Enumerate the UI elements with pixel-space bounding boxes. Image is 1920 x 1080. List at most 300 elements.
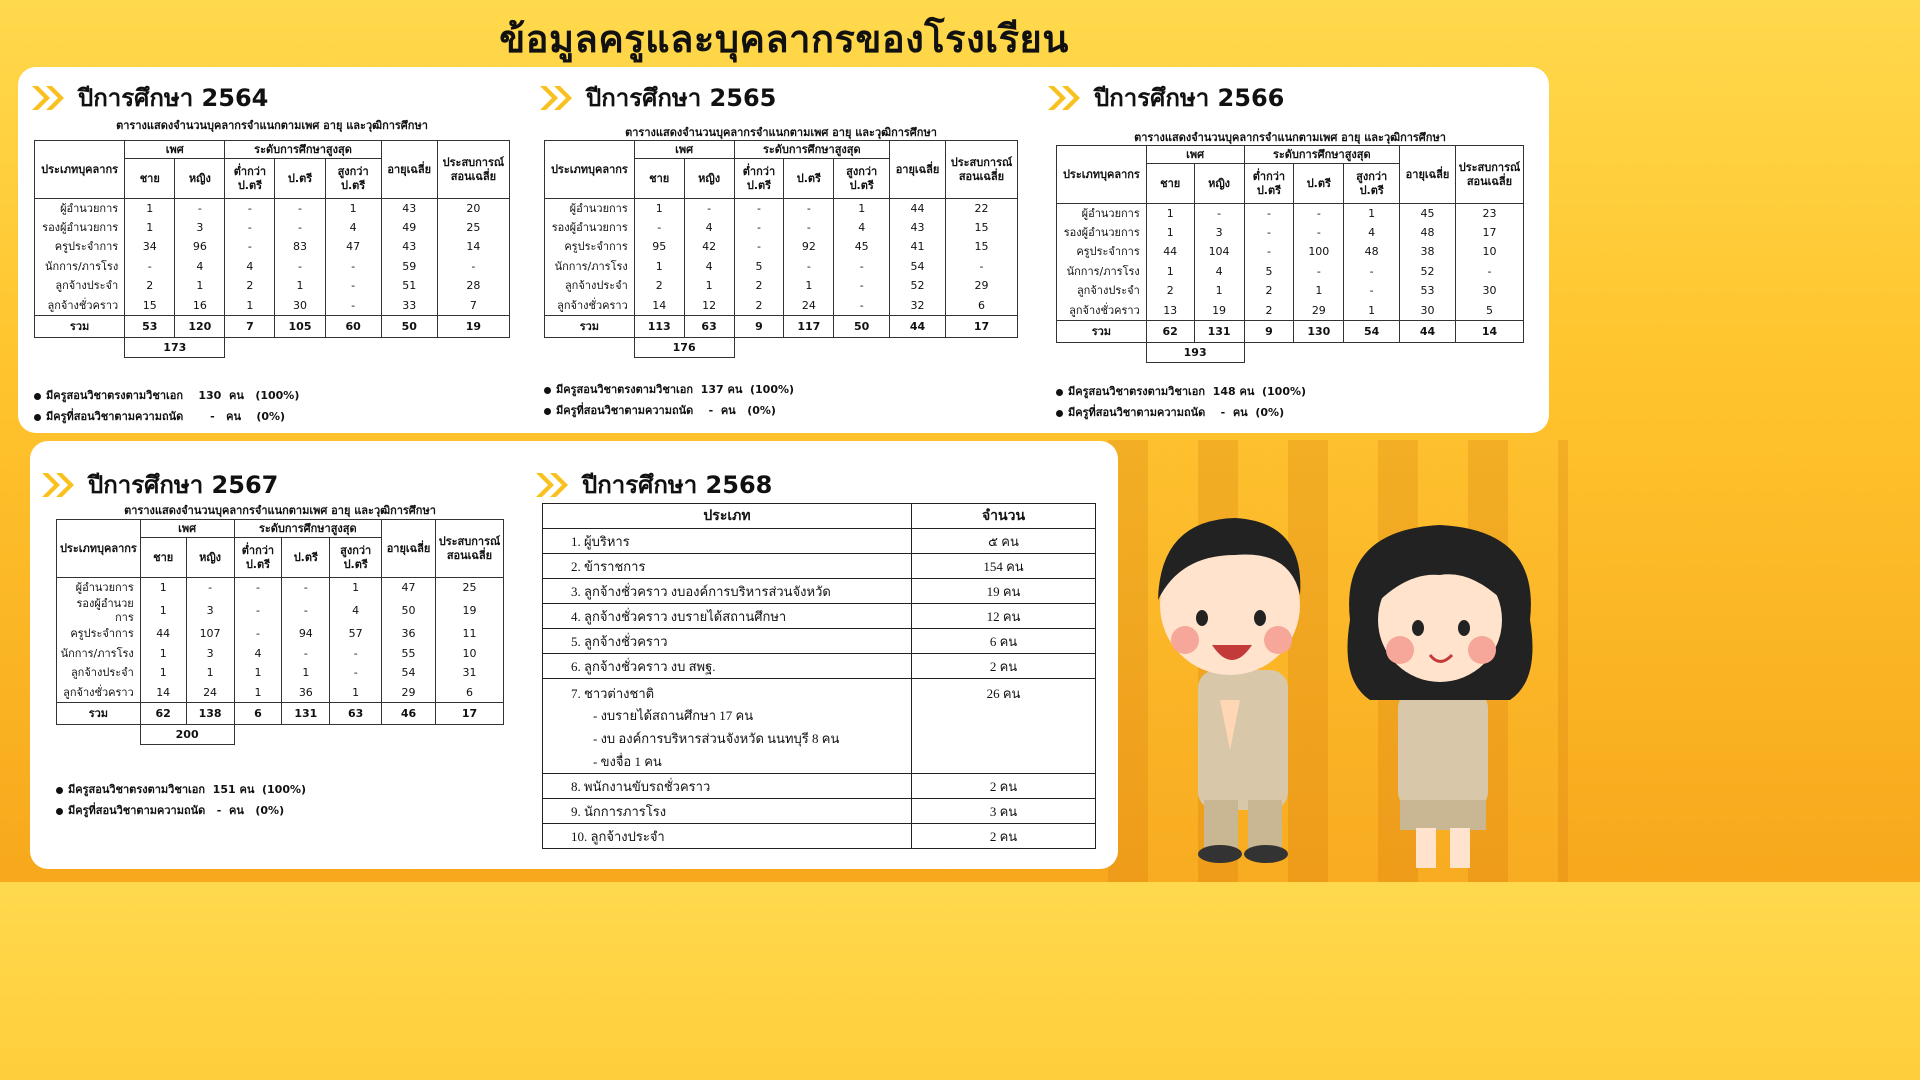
total-bachelor: 117 [784, 316, 834, 338]
cell-female: 4 [684, 218, 734, 238]
list-item [543, 529, 1096, 554]
cell-bachelor: - [282, 597, 330, 625]
header-cell: ประสบการณ์ สอนเฉลี่ย [945, 141, 1017, 199]
cell-male: 1 [1146, 204, 1194, 224]
item-label: 1. ผู้บริหาร [543, 529, 912, 554]
cell-male: 1 [140, 597, 186, 625]
table-row [545, 277, 1018, 297]
cell-age: 38 [1400, 243, 1456, 263]
cell-male: 2 [1146, 282, 1194, 302]
cell-exp: 22 [945, 199, 1017, 219]
item-count: 2 คน [912, 654, 1096, 679]
total-male: 53 [125, 316, 175, 338]
item-label: 9. นักการภารโรง [543, 799, 912, 824]
cell-exp: 30 [1455, 282, 1523, 302]
row-label: นักการ/ภารโรง [1057, 262, 1147, 282]
table-caption: ตารางแสดงจำนวนบุคลากรจำแนกตามเพศ อายุ และวุฒิการศึกษา [625, 126, 937, 139]
cell-exp: 25 [437, 218, 509, 238]
cell-female: - [175, 199, 225, 219]
cell-bachelor: 1 [1294, 282, 1344, 302]
header-cell: ป.ตรี [275, 159, 325, 199]
item-label: 6. ลูกจ้างชั่วคราว งบ สพฐ. [543, 654, 912, 679]
cell-above: - [834, 257, 890, 277]
cell-male: 1 [1146, 262, 1194, 282]
table-row [35, 277, 510, 297]
cell-below: 4 [225, 257, 275, 277]
cell-exp: 29 [945, 277, 1017, 297]
cell-below: 5 [1244, 262, 1294, 282]
list-item [543, 554, 1096, 579]
header-cell: ชาย [140, 538, 186, 578]
cell-female: 3 [1194, 223, 1244, 243]
total-bachelor: 131 [282, 703, 330, 725]
header-cell: หญิง [175, 159, 225, 199]
year-heading-2568: ปีการศึกษา 2568 [534, 465, 772, 504]
cell-male: 1 [1146, 223, 1194, 243]
cell-above: 45 [834, 238, 890, 258]
total-label: รวม [57, 703, 141, 725]
cell-bachelor: 36 [282, 683, 330, 703]
cell-above: 1 [1344, 204, 1400, 224]
row-label: ลูกจ้างชั่วคราว [35, 296, 125, 316]
cell-below: 2 [734, 296, 784, 316]
grand-total: 200 [140, 725, 234, 745]
item-count: 154 คน [912, 554, 1096, 579]
cell-female: 1 [186, 664, 234, 684]
year-heading-0 [30, 78, 268, 117]
cell-female: 3 [186, 644, 234, 664]
header-cell: ระดับการศึกษาสูงสุด [234, 520, 382, 538]
total-bachelor: 105 [275, 316, 325, 338]
row-label: ครูประจำการ [1057, 243, 1147, 263]
table-row [1057, 282, 1524, 302]
header-cell: ป.ตรี [282, 538, 330, 578]
page-title: ข้อมูลครูและบุคลากรของโรงเรียน [499, 17, 1069, 61]
cell-female: 4 [1194, 262, 1244, 282]
cell-below: - [234, 597, 282, 625]
cell-above: 4 [330, 597, 382, 625]
header-cell: สูงกว่า ป.ตรี [834, 159, 890, 199]
cell-exp: 31 [435, 664, 503, 684]
header-cell: ป.ตรี [784, 159, 834, 199]
cell-bachelor: - [282, 578, 330, 598]
cell-age: 29 [382, 683, 436, 703]
cell-below: - [1244, 223, 1294, 243]
cell-exp: 25 [435, 578, 503, 598]
list-item [543, 679, 1096, 774]
cell-above: 4 [834, 218, 890, 238]
table-caption: ตารางแสดงจำนวนบุคลากรจำแนกตามเพศ อายุ และวุฒิการศึกษา [116, 119, 428, 132]
row-label: ลูกจ้างชั่วคราว [1057, 301, 1147, 321]
cell-below: 1 [234, 683, 282, 703]
cell-age: 43 [890, 218, 946, 238]
row-label: ครูประจำการ [57, 625, 141, 645]
table-row [1057, 262, 1524, 282]
header-cell: ประสบการณ์ สอนเฉลี่ย [435, 520, 503, 578]
cell-age: 59 [381, 257, 437, 277]
total-label: รวม [1057, 321, 1147, 343]
total-row [545, 316, 1018, 338]
cell-exp: 14 [437, 238, 509, 258]
note-aptitude: มีครูที่สอนวิชาตามความถนัด - คน (0%) [34, 406, 299, 427]
cell-bachelor: - [275, 199, 325, 219]
row-label: ลูกจ้างประจำ [35, 277, 125, 297]
header-cell: เพศ [125, 141, 225, 159]
cell-below: 1 [225, 296, 275, 316]
row-label: นักการ/ภารโรง [545, 257, 635, 277]
cell-exp: 28 [437, 277, 509, 297]
header-cell: หญิง [684, 159, 734, 199]
row-label: ผู้อำนวยการ [545, 199, 635, 219]
total-row [1057, 321, 1524, 343]
cell-above: 57 [330, 625, 382, 645]
table-row [35, 257, 510, 277]
header-cell: ต่ำกว่า ป.ตรี [234, 538, 282, 578]
table-row [35, 199, 510, 219]
total-above: 50 [834, 316, 890, 338]
cell-above: 1 [1344, 301, 1400, 321]
cell-exp: 17 [1455, 223, 1523, 243]
cell-bachelor: - [784, 257, 834, 277]
cell-bachelor: - [784, 218, 834, 238]
item-count: 19 คน [912, 579, 1096, 604]
cell-female: 107 [186, 625, 234, 645]
chevron-double-icon [30, 84, 70, 112]
table-row [1057, 223, 1524, 243]
cell-above: 1 [330, 578, 382, 598]
table-row [545, 199, 1018, 219]
cell-below: - [234, 578, 282, 598]
cell-female: 96 [175, 238, 225, 258]
cell-below: 2 [1244, 282, 1294, 302]
header-cell: ประเภทบุคลากร [1057, 146, 1147, 204]
cell-below: - [234, 625, 282, 645]
cell-above: 4 [325, 218, 381, 238]
cell-below: - [225, 238, 275, 258]
table-caption: ตารางแสดงจำนวนบุคลากรจำแนกตามเพศ อายุ และวุฒิการศึกษา [1134, 131, 1446, 144]
cell-above: - [834, 296, 890, 316]
cell-male: 44 [1146, 243, 1194, 263]
header-cell: ระดับการศึกษาสูงสุด [1244, 146, 1400, 164]
cell-bachelor: 1 [784, 277, 834, 297]
cell-bachelor: 92 [784, 238, 834, 258]
table-row [35, 238, 510, 258]
header-cell: สูงกว่า ป.ตรี [325, 159, 381, 199]
row-label: ลูกจ้างชั่วคราว [545, 296, 635, 316]
cell-exp: 6 [435, 683, 503, 703]
cell-exp: - [1455, 262, 1523, 282]
row-label: ลูกจ้างชั่วคราว [57, 683, 141, 703]
total-male: 62 [1146, 321, 1194, 343]
item-label: 7. ชาวต่างชาติ - งบรายได้สถานศึกษา 17 คน - งบ องค์การบริหารส่วนจังหวัด นนทบุรี 8 คน - ขงจื่อ 1 คน [543, 679, 912, 774]
table-row [35, 218, 510, 238]
item-label: 3. ลูกจ้างชั่วคราว งบองค์การบริหารส่วนจังหวัด [543, 579, 912, 604]
cell-below: - [225, 199, 275, 219]
cell-male: 1 [125, 218, 175, 238]
list-item [543, 604, 1096, 629]
total-row [35, 316, 510, 338]
cell-exp: 7 [437, 296, 509, 316]
cell-bachelor: 100 [1294, 243, 1344, 263]
item-count: 26 คน [912, 679, 1096, 774]
year-heading-text: ปีการศึกษา 2565 [586, 84, 777, 112]
cell-below: 1 [234, 664, 282, 684]
total-female: 138 [186, 703, 234, 725]
list-item [543, 654, 1096, 679]
header-cell: เพศ [140, 520, 234, 538]
cell-male: 13 [1146, 301, 1194, 321]
cell-exp: 6 [945, 296, 1017, 316]
year-heading-text: ปีการศึกษา 2564 [78, 84, 269, 112]
table-row [1057, 204, 1524, 224]
sub-item: - ขงจื่อ 1 คน [593, 754, 662, 769]
cell-female: 104 [1194, 243, 1244, 263]
cell-below: - [734, 199, 784, 219]
cell-bachelor: 94 [282, 625, 330, 645]
total-below: 9 [734, 316, 784, 338]
cell-age: 51 [381, 277, 437, 297]
chevron-double-icon [534, 471, 574, 499]
cell-female: 4 [175, 257, 225, 277]
total-below: 6 [234, 703, 282, 725]
cell-age: 53 [1400, 282, 1456, 302]
header-cell: อายุเฉลี่ย [382, 520, 436, 578]
header-cell: เพศ [634, 141, 734, 159]
cell-female: 24 [186, 683, 234, 703]
cell-exp: - [945, 257, 1017, 277]
list-item [543, 774, 1096, 799]
total-exp: 17 [945, 316, 1017, 338]
cell-female: 16 [175, 296, 225, 316]
note-major: มีครูสอนวิชาตรงตามวิชาเอก 130 คน (100%) [34, 385, 299, 406]
header-cell: ต่ำกว่า ป.ตรี [734, 159, 784, 199]
cell-bachelor: - [784, 199, 834, 219]
notes [544, 379, 794, 421]
header-cell: ประเภทบุคลากร [545, 141, 635, 199]
cell-bachelor: - [275, 218, 325, 238]
list-item [543, 579, 1096, 604]
cell-bachelor: 30 [275, 296, 325, 316]
cell-below: - [1244, 204, 1294, 224]
cell-above: 47 [325, 238, 381, 258]
cell-female: 1 [684, 277, 734, 297]
cell-bachelor: - [1294, 262, 1344, 282]
cell-male: 2 [125, 277, 175, 297]
sub-item: - งบ องค์การบริหารส่วนจังหวัด นนทบุรี 8 คน [593, 731, 840, 746]
cell-below: - [225, 218, 275, 238]
note-major: มีครูสอนวิชาตรงตามวิชาเอก 148 คน (100%) [1056, 381, 1306, 402]
cell-female: - [1194, 204, 1244, 224]
cell-above: - [325, 257, 381, 277]
cell-exp: 20 [437, 199, 509, 219]
header-cell: อายุเฉลี่ย [381, 141, 437, 199]
cell-bachelor: - [275, 257, 325, 277]
row-label: ลูกจ้างประจำ [1057, 282, 1147, 302]
total-exp: 17 [435, 703, 503, 725]
cell-below: 2 [225, 277, 275, 297]
table-row [35, 296, 510, 316]
chevron-double-icon [1046, 84, 1086, 112]
cell-bachelor: - [1294, 223, 1344, 243]
row-label: ผู้อำนวยการ [57, 578, 141, 598]
header-cell: ระดับการศึกษาสูงสุด [734, 141, 890, 159]
table-row [1057, 243, 1524, 263]
cell-male: - [125, 257, 175, 277]
item-count: 3 คน [912, 799, 1096, 824]
cell-above: - [325, 277, 381, 297]
notes [34, 385, 299, 427]
header-cell: ต่ำกว่า ป.ตรี [1244, 164, 1294, 204]
cell-male: 1 [140, 664, 186, 684]
note-aptitude: มีครูที่สอนวิชาตามความถนัด - คน (0%) [1056, 402, 1306, 423]
header-cell: เพศ [1146, 146, 1244, 164]
total-above: 63 [330, 703, 382, 725]
cell-exp: 15 [945, 218, 1017, 238]
cell-above: 1 [834, 199, 890, 219]
sub-item: - งบรายได้สถานศึกษา 17 คน [593, 708, 754, 723]
total-female: 63 [684, 316, 734, 338]
cell-below: - [734, 218, 784, 238]
total-bachelor: 130 [1294, 321, 1344, 343]
cell-age: 49 [381, 218, 437, 238]
cell-below: - [734, 238, 784, 258]
cell-above: - [1344, 282, 1400, 302]
cell-age: 43 [381, 199, 437, 219]
cell-above: - [330, 644, 382, 664]
cell-exp: 23 [1455, 204, 1523, 224]
header-cell: ชาย [634, 159, 684, 199]
row-label: ผู้อำนวยการ [1057, 204, 1147, 224]
cell-female: 1 [1194, 282, 1244, 302]
cell-age: 54 [890, 257, 946, 277]
cell-female: 3 [175, 218, 225, 238]
table-row [545, 238, 1018, 258]
header-cell: ต่ำกว่า ป.ตรี [225, 159, 275, 199]
cell-male: 14 [634, 296, 684, 316]
total-female: 131 [1194, 321, 1244, 343]
cell-female: 12 [684, 296, 734, 316]
cell-female: 4 [684, 257, 734, 277]
cell-male: 2 [634, 277, 684, 297]
total-exp: 19 [437, 316, 509, 338]
cell-above: - [325, 296, 381, 316]
cell-above: 4 [1344, 223, 1400, 243]
row-label: ลูกจ้างประจำ [57, 664, 141, 684]
list-item [543, 799, 1096, 824]
cell-exp: 10 [435, 644, 503, 664]
cell-age: 30 [1400, 301, 1456, 321]
cell-bachelor: 83 [275, 238, 325, 258]
row-label: ครูประจำการ [545, 238, 635, 258]
total-male: 113 [634, 316, 684, 338]
cell-female: - [684, 199, 734, 219]
note-aptitude: มีครูที่สอนวิชาตามความถนัด - คน (0%) [56, 800, 306, 821]
grand-total: 176 [634, 338, 734, 358]
cell-exp: 19 [435, 597, 503, 625]
cell-bachelor: - [1294, 204, 1344, 224]
note-major: มีครูสอนวิชาตรงตามวิชาเอก 151 คน (100%) [56, 779, 306, 800]
cell-male: 34 [125, 238, 175, 258]
year-heading-text: ปีการศึกษา 2566 [1094, 84, 1285, 112]
header-cell: ชาย [1146, 164, 1194, 204]
row-label: นักการ/ภารโรง [57, 644, 141, 664]
table-row [1057, 301, 1524, 321]
item-count: 6 คน [912, 629, 1096, 654]
cell-age: 47 [382, 578, 436, 598]
header-cell: ชาย [125, 159, 175, 199]
cell-exp: 11 [435, 625, 503, 645]
item-count: 12 คน [912, 604, 1096, 629]
cell-female: 1 [175, 277, 225, 297]
header-cell: อายุเฉลี่ย [890, 141, 946, 199]
grand-total: 193 [1146, 343, 1244, 363]
header-cell: สูงกว่า ป.ตรี [330, 538, 382, 578]
row-label: รองผู้อำนวยการ [1057, 223, 1147, 243]
row-label: รองผู้อำนวยการ [545, 218, 635, 238]
header-cell: ป.ตรี [1294, 164, 1344, 204]
item-label: 4. ลูกจ้างชั่วคราว งบรายได้สถานศึกษา [543, 604, 912, 629]
cell-age: 50 [382, 597, 436, 625]
total-age: 44 [1400, 321, 1456, 343]
item-count: 2 คน [912, 774, 1096, 799]
cell-below: - [1244, 243, 1294, 263]
cell-above: 1 [325, 199, 381, 219]
cell-male: 15 [125, 296, 175, 316]
row-label: ผู้อำนวยการ [35, 199, 125, 219]
cell-age: 52 [890, 277, 946, 297]
col-type: ประเภท [543, 504, 912, 529]
cell-age: 44 [890, 199, 946, 219]
staff-table-0 [34, 140, 510, 358]
header-cell: ประเภทบุคลากร [57, 520, 141, 578]
section-2568 [30, 441, 1118, 869]
list-item [543, 824, 1096, 849]
cell-age: 54 [382, 664, 436, 684]
cell-male: 1 [125, 199, 175, 219]
cell-age: 52 [1400, 262, 1456, 282]
cell-above: 48 [1344, 243, 1400, 263]
item-count: ๕ คน [912, 529, 1096, 554]
cell-exp: 15 [945, 238, 1017, 258]
row-label: นักการ/ภารโรง [35, 257, 125, 277]
cell-below: 5 [734, 257, 784, 277]
cell-female: 42 [684, 238, 734, 258]
cell-bachelor: 24 [784, 296, 834, 316]
teacher-characters-illustration [1140, 500, 1560, 880]
header-cell: ระดับการศึกษาสูงสุด [225, 141, 381, 159]
year-heading-2 [1046, 78, 1284, 117]
cell-below: 4 [234, 644, 282, 664]
header-cell: สูงกว่า ป.ตรี [1344, 164, 1400, 204]
cell-male: 95 [634, 238, 684, 258]
cell-bachelor: - [282, 644, 330, 664]
row-label: รองผู้อำนวยการ [57, 597, 141, 625]
year-heading-1 [538, 78, 776, 117]
cell-bachelor: 1 [275, 277, 325, 297]
total-label: รวม [35, 316, 125, 338]
cell-exp: 5 [1455, 301, 1523, 321]
cell-below: 2 [1244, 301, 1294, 321]
item-label: 10. ลูกจ้างประจำ [543, 824, 912, 849]
header-cell: หญิง [1194, 164, 1244, 204]
cell-male: 1 [634, 257, 684, 277]
staff-table-2 [1056, 145, 1524, 363]
cell-male: 14 [140, 683, 186, 703]
header-cell: หญิง [186, 538, 234, 578]
header-cell: ประสบการณ์ สอนเฉลี่ย [1455, 146, 1523, 204]
cell-below: 2 [734, 277, 784, 297]
header-cell: อายุเฉลี่ย [1400, 146, 1456, 204]
